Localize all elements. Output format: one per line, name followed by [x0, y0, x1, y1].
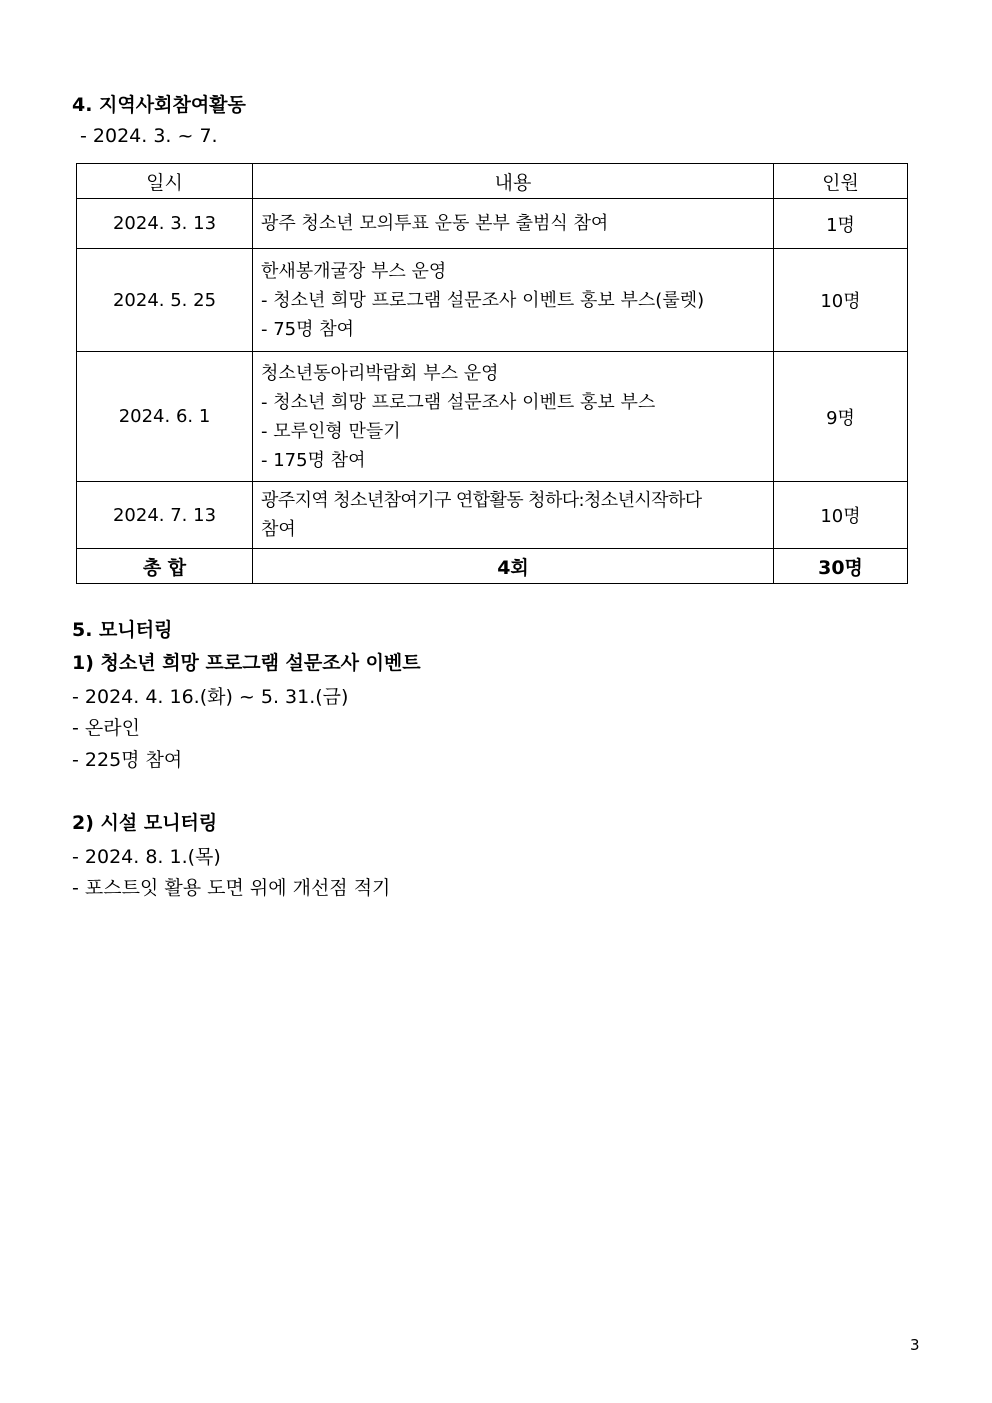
- row-content: [253, 352, 774, 482]
- section4-heading: 4. 지역사회참여활동: [72, 94, 246, 116]
- content-line: 한새봉개굴장 부스 운영: [261, 260, 447, 282]
- table-header-row: [77, 164, 908, 199]
- row-people: 9명: [774, 352, 908, 482]
- content-line: 광주지역 청소년참여기구 연합활동 청하다:청소년시작하다: [261, 490, 702, 511]
- total-label: 총 합: [77, 549, 253, 584]
- table-row: [77, 249, 908, 352]
- page-number: 3: [910, 1336, 920, 1354]
- content-line: 광주 청소년 모의투표 운동 본부 출범식 참여: [261, 213, 609, 234]
- content-line: - 모루인형 만들기: [261, 420, 401, 442]
- total-people: 30명: [774, 549, 908, 584]
- section5-heading: 5. 모니터링: [72, 619, 173, 641]
- row-people: 10명: [774, 482, 908, 549]
- sub1-item: - 온라인: [72, 717, 140, 739]
- content-line: - 청소년 희망 프로그램 설문조사 이벤트 홍보 부스: [261, 391, 656, 413]
- table-row: [77, 199, 908, 249]
- content-line: 청소년동아리박람회 부스 운영: [261, 362, 499, 384]
- row-people: 1명: [774, 199, 908, 249]
- sub1-heading: 1) 청소년 희망 프로그램 설문조사 이벤트: [72, 652, 421, 674]
- row-content: [253, 199, 774, 249]
- sub2-heading: 2) 시설 모니터링: [72, 812, 218, 834]
- sub2-item: - 포스트잇 활용 도면 위에 개선점 적기: [72, 877, 391, 899]
- header-date: 일시: [77, 164, 253, 199]
- row-date: 2024. 3. 13: [77, 199, 253, 249]
- sub1-item: - 225명 참여: [72, 749, 183, 771]
- header-people: 인원: [774, 164, 908, 199]
- content-line: - 75명 참여: [261, 318, 355, 340]
- header-content: 내용: [253, 164, 774, 199]
- content-line: 참여: [261, 519, 296, 540]
- section4-period: - 2024. 3. ~ 7.: [80, 125, 218, 147]
- sub1-item: - 2024. 4. 16.(화) ~ 5. 31.(금): [72, 686, 349, 708]
- sub2-item: - 2024. 8. 1.(목): [72, 846, 221, 868]
- total-row: [77, 549, 908, 584]
- row-people: 10명: [774, 249, 908, 352]
- content-line: - 청소년 희망 프로그램 설문조사 이벤트 홍보 부스(룰렛): [261, 289, 705, 311]
- activity-table: [76, 163, 908, 584]
- total-count: 4회: [253, 549, 774, 584]
- content-line: - 175명 참여: [261, 449, 366, 471]
- table-row: [77, 352, 908, 482]
- row-date: 2024. 5. 25: [77, 249, 253, 352]
- row-date: 2024. 6. 1: [77, 352, 253, 482]
- row-content: [253, 249, 774, 352]
- table-row: [77, 482, 908, 549]
- row-content: [253, 482, 774, 549]
- row-date: 2024. 7. 13: [77, 482, 253, 549]
